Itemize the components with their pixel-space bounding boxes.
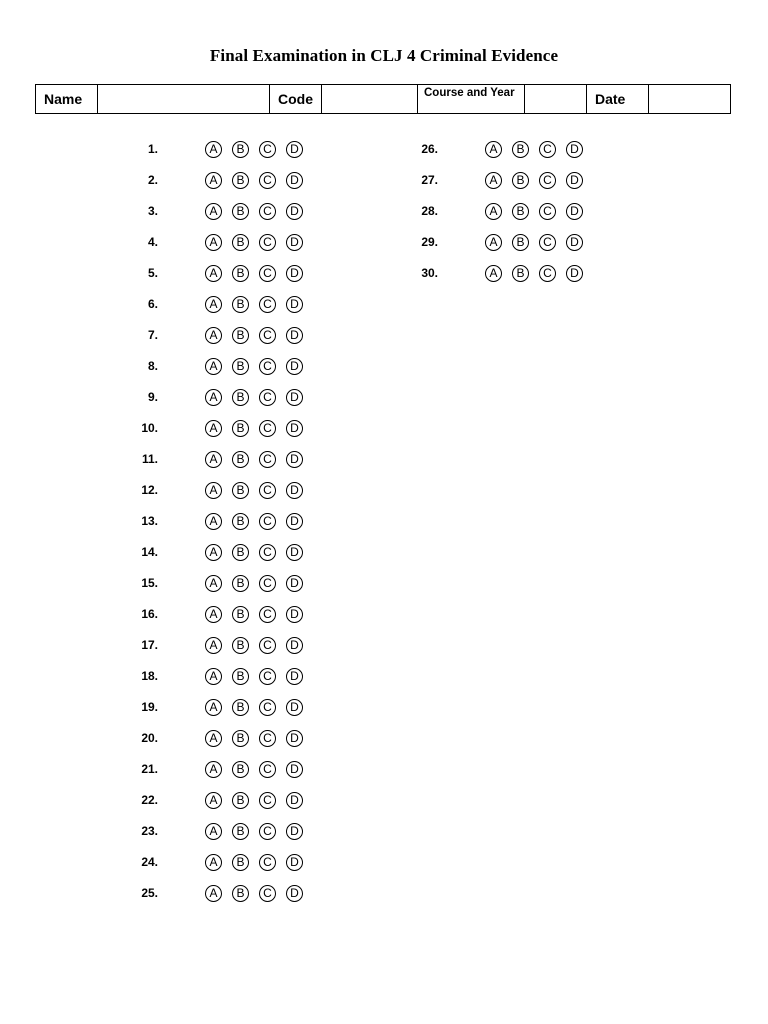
option-bubble-a[interactable]: A [205,544,222,561]
option-bubble-c[interactable]: C [259,544,276,561]
option-bubble-c[interactable]: C [539,141,556,158]
name-field[interactable] [98,85,270,114]
option-bubble-b[interactable]: B [232,482,249,499]
option-bubble-d[interactable]: D [566,234,583,251]
option-bubble-b[interactable]: B [232,606,249,623]
option-bubble-a[interactable]: A [205,172,222,189]
option-bubble-b[interactable]: B [232,854,249,871]
option-bubble-d[interactable]: D [286,792,303,809]
question-number: 12. [141,483,158,497]
option-bubble-a[interactable]: A [205,699,222,716]
question-number: 3. [147,204,158,218]
question-number: 26. [421,142,438,156]
option-bubble-c[interactable]: C [259,172,276,189]
option-bubble-a[interactable]: A [485,172,502,189]
code-label: Code [270,85,322,114]
option-bubble-d[interactable]: D [286,141,303,158]
question-number: 23. [141,824,158,838]
question-number: 7. [147,328,158,342]
option-bubble-a[interactable]: A [205,761,222,778]
course-year-label: Course and Year [418,85,525,114]
option-bubble-a[interactable]: A [205,389,222,406]
question-number: 17. [141,638,158,652]
option-bubble-a[interactable]: A [205,885,222,902]
option-bubble-d[interactable]: D [286,575,303,592]
student-info-table [35,84,731,114]
question-number: 10. [141,421,158,435]
question-number: 18. [141,669,158,683]
option-bubble-a[interactable]: A [205,265,222,282]
option-bubble-c[interactable]: C [539,265,556,282]
option-bubble-b[interactable]: B [232,265,249,282]
option-bubble-d[interactable]: D [566,141,583,158]
option-bubble-d[interactable]: D [566,265,583,282]
option-bubble-a[interactable]: A [205,327,222,344]
option-bubble-a[interactable]: A [205,854,222,871]
option-bubble-a[interactable]: A [485,141,502,158]
option-bubble-b[interactable]: B [512,141,529,158]
option-bubble-a[interactable]: A [205,513,222,530]
option-bubble-d[interactable]: D [286,234,303,251]
option-bubble-c[interactable]: C [259,296,276,313]
option-bubble-b[interactable]: B [512,265,529,282]
option-bubble-c[interactable]: C [259,141,276,158]
question-number: 6. [147,297,158,311]
option-bubble-b[interactable]: B [232,389,249,406]
code-field[interactable] [322,85,418,114]
option-bubble-d[interactable]: D [286,544,303,561]
question-number: 4. [147,235,158,249]
course-year-field[interactable] [525,85,587,114]
option-bubble-b[interactable]: B [232,668,249,685]
page-title: Final Examination in CLJ 4 Criminal Evidence [209,46,559,65]
option-bubble-c[interactable]: C [539,234,556,251]
question-number: 19. [141,700,158,714]
option-bubble-a[interactable]: A [205,358,222,375]
option-bubble-b[interactable]: B [232,451,249,468]
option-bubble-d[interactable]: D [566,203,583,220]
option-bubble-a[interactable]: A [205,823,222,840]
option-bubble-b[interactable]: B [232,203,249,220]
option-bubble-c[interactable]: C [259,513,276,530]
question-number: 8. [147,359,158,373]
option-bubble-a[interactable]: A [485,203,502,220]
option-bubble-c[interactable]: C [259,420,276,437]
question-number: 20. [141,731,158,745]
date-field[interactable] [649,85,731,114]
option-bubble-b[interactable]: B [232,823,249,840]
option-bubble-c[interactable]: C [539,203,556,220]
option-bubble-b[interactable]: B [232,172,249,189]
question-number: 21. [141,762,158,776]
option-bubble-a[interactable]: A [205,296,222,313]
option-bubble-a[interactable]: A [205,668,222,685]
option-bubble-b[interactable]: B [232,637,249,654]
option-bubble-b[interactable]: B [232,761,249,778]
option-bubble-d[interactable]: D [286,761,303,778]
option-bubble-c[interactable]: C [259,854,276,871]
option-bubble-d[interactable]: D [286,885,303,902]
option-bubble-b[interactable]: B [232,699,249,716]
option-bubble-c[interactable]: C [259,606,276,623]
question-number: 27. [421,173,438,187]
question-number: 11. [141,452,158,466]
option-bubble-d[interactable]: D [286,420,303,437]
option-bubble-d[interactable]: D [566,172,583,189]
option-bubble-c[interactable]: C [259,451,276,468]
option-bubble-d[interactable]: D [286,265,303,282]
option-bubble-c[interactable]: C [259,234,276,251]
option-bubble-d[interactable]: D [286,358,303,375]
option-bubble-a[interactable]: A [485,234,502,251]
option-bubble-c[interactable]: C [259,699,276,716]
option-bubble-b[interactable]: B [232,885,249,902]
option-bubble-d[interactable]: D [286,389,303,406]
option-bubble-b[interactable]: B [232,513,249,530]
date-label: Date [587,85,649,114]
question-number: 16. [141,607,158,621]
option-bubble-a[interactable]: A [205,637,222,654]
option-bubble-c[interactable]: C [259,637,276,654]
option-bubble-b[interactable]: B [512,172,529,189]
option-bubble-a[interactable]: A [205,203,222,220]
option-bubble-c[interactable]: C [259,327,276,344]
option-bubble-d[interactable]: D [286,668,303,685]
option-bubble-d[interactable]: D [286,730,303,747]
option-bubble-a[interactable]: A [205,482,222,499]
option-bubble-c[interactable]: C [259,823,276,840]
question-number: 29. [421,235,438,249]
option-bubble-d[interactable]: D [286,699,303,716]
option-bubble-b[interactable]: B [232,420,249,437]
option-bubble-d[interactable]: D [286,296,303,313]
option-bubble-b[interactable]: B [232,327,249,344]
question-number: 13. [141,514,158,528]
option-bubble-b[interactable]: B [232,234,249,251]
option-bubble-a[interactable]: A [485,265,502,282]
option-bubble-d[interactable]: D [286,823,303,840]
option-bubble-d[interactable]: D [286,327,303,344]
option-bubble-b[interactable]: B [232,730,249,747]
question-number: 14. [141,545,158,559]
name-label: Name [36,85,98,114]
option-bubble-b[interactable]: B [512,234,529,251]
option-bubble-d[interactable]: D [286,637,303,654]
option-bubble-b[interactable]: B [232,792,249,809]
question-number: 5. [147,266,158,280]
option-bubble-b[interactable]: B [232,544,249,561]
option-bubble-d[interactable]: D [286,451,303,468]
option-bubble-c[interactable]: C [259,730,276,747]
option-bubble-c[interactable]: C [259,792,276,809]
option-bubble-c[interactable]: C [259,265,276,282]
option-bubble-a[interactable]: A [205,575,222,592]
question-number: 28. [421,204,438,218]
option-bubble-d[interactable]: D [286,513,303,530]
option-bubble-c[interactable]: C [259,358,276,375]
option-bubble-a[interactable]: A [205,730,222,747]
option-bubble-c[interactable]: C [259,389,276,406]
option-bubble-b[interactable]: B [232,141,249,158]
option-bubble-d[interactable]: D [286,172,303,189]
question-number: 24. [141,855,158,869]
option-bubble-d[interactable]: D [286,203,303,220]
question-number: 9. [147,390,158,404]
option-bubble-c[interactable]: C [539,172,556,189]
option-bubble-d[interactable]: D [286,606,303,623]
question-number: 2. [147,173,158,187]
option-bubble-c[interactable]: C [259,482,276,499]
option-bubble-d[interactable]: D [286,854,303,871]
option-bubble-a[interactable]: A [205,141,222,158]
option-bubble-b[interactable]: B [232,296,249,313]
question-number: 15. [141,576,158,590]
option-bubble-a[interactable]: A [205,792,222,809]
option-bubble-d[interactable]: D [286,482,303,499]
option-bubble-c[interactable]: C [259,575,276,592]
question-number: 22. [141,793,158,807]
option-bubble-a[interactable]: A [205,420,222,437]
option-bubble-b[interactable]: B [232,358,249,375]
option-bubble-a[interactable]: A [205,451,222,468]
option-bubble-a[interactable]: A [205,606,222,623]
option-bubble-c[interactable]: C [259,885,276,902]
question-number: 1. [147,142,158,156]
option-bubble-a[interactable]: A [205,234,222,251]
question-number: 30. [421,266,438,280]
option-bubble-b[interactable]: B [512,203,529,220]
option-bubble-c[interactable]: C [259,668,276,685]
question-number: 25. [141,886,158,900]
option-bubble-c[interactable]: C [259,203,276,220]
option-bubble-b[interactable]: B [232,575,249,592]
option-bubble-c[interactable]: C [259,761,276,778]
